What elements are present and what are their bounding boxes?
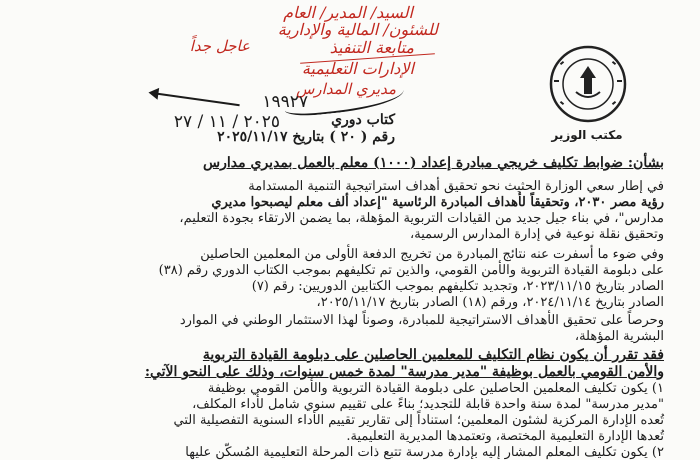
clause-line: تُعدها الإدارة التعليمية المختصة، وتعتمدها المديرية التعليمية.	[346, 429, 664, 444]
office-label: مكتب الوزير	[551, 128, 623, 142]
handwritten-note-4: متابعة التنفيذ	[329, 38, 414, 57]
clause-line: ١) يكون تكليف المعلمين الحاصلين على دبلومة القيادة التربوية والأمن القومي بوظيفة	[207, 381, 664, 396]
clause-line: ٢) يكون تكليف المعلم المشار إليه بإدارة مدرسة تتبع ذات المرحلة التعليمية المُسكّن عليها	[185, 445, 664, 460]
body-line: مدارس"، في بناء جيل جديد من القيادات التربوية المؤهلة، بما يضمن الارتقاء بجودة التعليم،	[179, 211, 664, 226]
body-line: وفي ضوء ما أسفرت عنه نتائج المبادرة من تخريج الدفعة الأولى من المعلمين الحاصلين	[200, 247, 664, 262]
handwritten-note-3: عاجل جداً	[189, 37, 250, 55]
handwritten-note-5: الإدارات التعليمية	[301, 59, 414, 78]
body-line: الصادر بتاريخ ٢٠٢٤/١١/١٤، ورقم (١٨) الصادر بتاريخ ٢٠٢٥/١١/١٧،	[316, 295, 664, 310]
handwritten-date: ٢٠٢٥ / ١١ / ٢٧	[173, 112, 280, 132]
decision-line: والأمن القومي بالعمل بوظيفة "مدير مدرسة" لمدة خمس سنوات، وذلك على النحو الآتي:	[144, 364, 664, 380]
body-line: على دبلومة القيادة التربوية والأمن القومي، والذين تم تكليفهم بموجب الكتاب الدوري رقم (٣٨)	[158, 263, 664, 278]
clause-line: "مدير مدرسة" لمدة سنة واحدة قابلة للتجديد؛ بناءً على تقييم سنوي شامل لأداء المكلف،	[192, 397, 664, 412]
body-line: في إطار سعي الوزارة الحثيث نحو تحقيق أهداف استراتيجية التنمية المستدامة	[248, 179, 664, 194]
handwritten-note-1: السيد/ المدير/ العام	[283, 3, 413, 22]
handwritten-note-2: للشئون/ المالية والإدارية	[277, 20, 438, 39]
ministry-seal-logo	[548, 44, 628, 124]
handwritten-number: ١٩٩٢٧	[262, 92, 308, 112]
body-line: البشرية المؤهلة،	[574, 329, 664, 344]
body-line: وحرصاً على تحقيق الأهداف الاستراتيجية للمبادرة، وصوناً لهذا الاستثمار الوطني في الموارد	[179, 313, 664, 328]
arrow-icon	[150, 92, 239, 107]
decision-line: فقد تقرر أن يكون نظام التكليف للمعلمين الحاصلين على دبلومة القيادة التربوية	[202, 347, 664, 363]
body-line: رؤية مصر ٢٠٣٠، وتحقيقاً لأهداف المبادرة الرئاسية "إعداد ألف معلم ليصبحوا مديري	[211, 195, 664, 210]
document-reference: رقم ( ٢٠ ) بتاريخ ٢٠٢٥/١١/١٧	[217, 129, 395, 145]
document-subject: بشأن: ضوابط تكليف خريجي مبادرة إعداد (١٠٠٠) معلم بالعمل بمديري مدارس	[203, 155, 664, 171]
body-line: وتحقيق نقلة نوعية في إدارة المدارس الرسمية،	[410, 227, 664, 242]
body-line: الصادر بتاريخ ٢٠٢٣/١١/١٥، وتجديد تكليفهم بموجب الكتابين الدوريين: رقم (٧)	[251, 279, 664, 294]
clause-line: تُعده الإدارة المركزية لشئون المعلمين؛ استناداً إلى تقارير تقييم الأداء السنوية التفصيلية التي	[173, 413, 664, 428]
document-type: كتاب دوري	[331, 112, 395, 128]
handwritten-note-6: مديري المدارس	[296, 80, 396, 98]
